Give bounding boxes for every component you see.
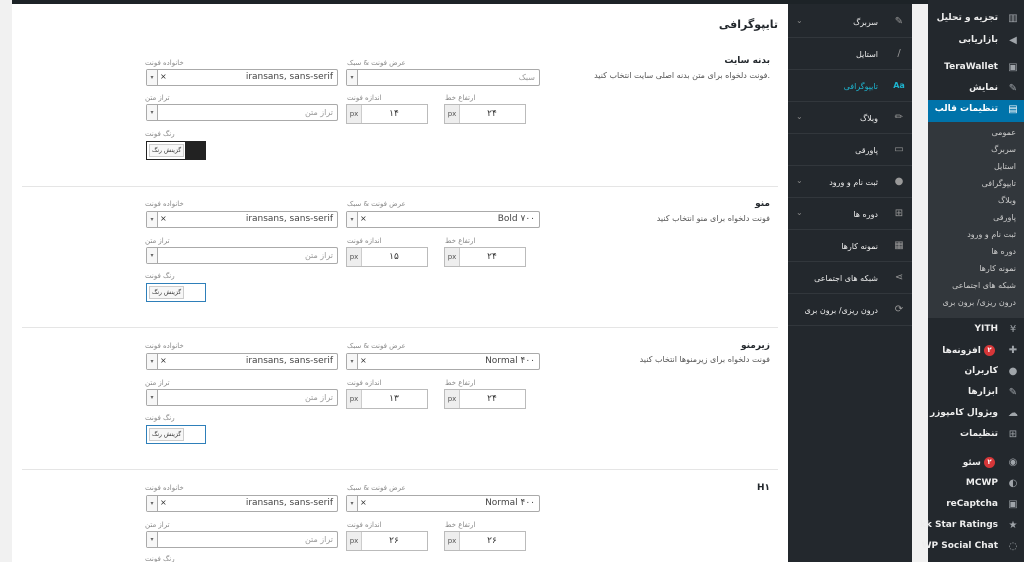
unit-label: px bbox=[445, 105, 460, 123]
seo-icon: ◉ bbox=[1008, 457, 1018, 468]
font-weight-label: عرض فونت & سبک bbox=[347, 484, 406, 492]
unit-label: px bbox=[347, 532, 362, 550]
wp-menu-visual-composer[interactable] bbox=[928, 404, 1024, 425]
wp-menu-label: TeraWallet bbox=[944, 62, 998, 72]
chevron-down-icon[interactable]: ▾ bbox=[147, 496, 158, 511]
menu-item-social[interactable] bbox=[788, 262, 912, 294]
clear-icon[interactable]: × bbox=[160, 214, 167, 223]
text-align-label: تراز متن bbox=[145, 237, 170, 245]
typography-settings-panel bbox=[12, 0, 788, 562]
chevron-down-icon: ⌄ bbox=[796, 208, 803, 217]
wp-menu-label: YITH bbox=[974, 324, 998, 334]
chevron-down-icon[interactable]: ▾ bbox=[147, 532, 158, 547]
text-align-select[interactable] bbox=[146, 247, 338, 264]
section-description: فونت دلخواه برای متن بدنه اصلی سایت انتخاب کنید. bbox=[594, 71, 770, 80]
line-height-input[interactable] bbox=[444, 531, 526, 551]
unit-label: px bbox=[445, 248, 460, 266]
wp-menu-recaptcha[interactable] bbox=[928, 495, 1024, 516]
font-size-label: اندازه فونت bbox=[347, 237, 382, 245]
menu-item-footer[interactable] bbox=[788, 134, 912, 166]
text-align-placeholder: تراز متن bbox=[304, 108, 333, 117]
background-strip bbox=[0, 0, 12, 562]
font-size-input[interactable] bbox=[346, 247, 428, 267]
cloud-icon: ☁ bbox=[1008, 408, 1018, 419]
chevron-down-icon[interactable]: ▾ bbox=[347, 354, 358, 369]
text-align-label: تراز متن bbox=[145, 94, 170, 102]
wp-submenu-item[interactable]: درون ریزی/ برون بری bbox=[942, 298, 1016, 307]
monitor-icon: ▭ bbox=[894, 144, 904, 155]
megaphone-icon: ◀ bbox=[1009, 35, 1017, 46]
chevron-down-icon: ⌄ bbox=[796, 176, 803, 185]
wp-menu-label: بازاریابی bbox=[958, 35, 998, 45]
unit-label: px bbox=[445, 390, 460, 408]
section-title: بدنه سایت bbox=[724, 56, 770, 66]
font-family-value: iransans, sans-serif bbox=[245, 72, 333, 82]
font-size-input[interactable] bbox=[346, 531, 428, 551]
pick-color-label: گزینش رنگ bbox=[149, 428, 184, 441]
wp-menu-label-text: افزونه‌ها bbox=[942, 346, 981, 356]
chat-icon: ◌ bbox=[1008, 541, 1018, 552]
section-menu-font bbox=[22, 187, 778, 328]
menu-item-label: دوره ها bbox=[853, 210, 878, 219]
font-weight-placeholder: سبک bbox=[518, 73, 535, 82]
wp-menu-label: تجزیه و تحلیل bbox=[936, 13, 998, 23]
wp-menu-settings[interactable] bbox=[928, 425, 1024, 446]
clear-icon[interactable]: × bbox=[160, 356, 167, 365]
wp-menu-appearance[interactable] bbox=[928, 79, 1024, 100]
menu-item-label: استایل bbox=[855, 50, 878, 59]
menu-item-portfolio[interactable] bbox=[788, 230, 912, 262]
wp-submenu-item[interactable]: سربرگ bbox=[991, 145, 1016, 154]
font-color-label: رنگ فونت bbox=[145, 555, 175, 562]
wp-submenu-item[interactable]: ثبت نام و ورود bbox=[967, 230, 1016, 239]
line-height-label: ارتفاع خط bbox=[445, 379, 476, 387]
wp-menu-tools[interactable] bbox=[928, 383, 1024, 404]
pick-color-label: گزینش رنگ bbox=[149, 144, 184, 157]
pen-icon: / bbox=[897, 48, 901, 59]
chevron-down-icon[interactable]: ▾ bbox=[147, 212, 158, 227]
color-picker-button[interactable] bbox=[146, 283, 206, 302]
grid-icon: ▦ bbox=[894, 240, 904, 251]
wp-menu-label: reCaptcha bbox=[946, 499, 998, 509]
font-size-value[interactable]: ۱۴ bbox=[389, 109, 399, 119]
chevron-down-icon[interactable]: ▾ bbox=[147, 390, 158, 405]
font-family-label: خانواده فونت bbox=[145, 484, 184, 492]
unit-label: px bbox=[445, 532, 460, 550]
font-color-label: رنگ فونت bbox=[145, 272, 175, 280]
chevron-down-icon[interactable]: ▾ bbox=[347, 496, 358, 511]
font-family-select[interactable] bbox=[146, 211, 338, 228]
chevron-down-icon[interactable]: ▾ bbox=[347, 70, 358, 85]
shield-icon: ▣ bbox=[1008, 499, 1018, 510]
font-size-label: اندازه فونت bbox=[347, 379, 382, 387]
wp-submenu-item[interactable]: شبکه های اجتماعی bbox=[952, 281, 1016, 290]
clear-icon[interactable]: × bbox=[360, 498, 367, 507]
menu-item-courses[interactable] bbox=[788, 198, 912, 230]
line-height-label: ارتفاع خط bbox=[445, 237, 476, 245]
wp-menu-label: نمایش bbox=[969, 83, 998, 93]
refresh-icon: ⟳ bbox=[894, 304, 904, 315]
color-picker-button[interactable] bbox=[146, 141, 206, 160]
layout-icon: ▤ bbox=[1008, 104, 1018, 115]
menu-item-label: شبکه های اجتماعی bbox=[814, 274, 878, 283]
menu-item-label: ثبت نام و ورود bbox=[829, 178, 878, 187]
color-picker-button[interactable] bbox=[146, 425, 206, 444]
wp-submenu-item[interactable]: تایپوگرافی bbox=[981, 179, 1016, 188]
font-weight-label: عرض فونت & سبک bbox=[347, 200, 406, 208]
unit-label: px bbox=[347, 390, 362, 408]
wp-menu-seo[interactable] bbox=[928, 453, 1024, 474]
menu-item-label: درون ریزی/ برون بری bbox=[804, 306, 878, 315]
chevron-down-icon: ⌄ bbox=[796, 16, 803, 25]
line-height-value[interactable]: ۲۴ bbox=[487, 109, 497, 119]
yith-icon: ¥ bbox=[1009, 324, 1017, 335]
font-weight-value: Normal ۴۰۰ bbox=[485, 356, 535, 366]
line-height-input[interactable] bbox=[444, 104, 526, 124]
wp-menu-label: MCWP bbox=[965, 478, 998, 488]
menu-item-typography[interactable] bbox=[788, 70, 912, 102]
line-height-value[interactable]: ۲۴ bbox=[487, 394, 497, 404]
font-family-value: iransans, sans-serif bbox=[245, 214, 333, 224]
line-height-input[interactable] bbox=[444, 389, 526, 409]
font-weight-label: عرض فونت & سبک bbox=[347, 59, 406, 67]
share-icon: ⋖ bbox=[894, 272, 904, 283]
line-height-value[interactable]: ۲۶ bbox=[487, 536, 497, 546]
clear-icon[interactable]: × bbox=[360, 356, 367, 365]
chevron-down-icon: ⌄ bbox=[796, 112, 803, 121]
section-description: فونت دلخواه برای منو انتخاب کنید bbox=[656, 214, 770, 223]
wp-menu-label: تنظیمات bbox=[960, 429, 998, 439]
wp-menu-label bbox=[942, 345, 998, 356]
text-align-placeholder: تراز متن bbox=[304, 251, 333, 260]
wp-menu-label-text: سئو bbox=[962, 458, 981, 468]
background-gap bbox=[912, 0, 928, 562]
wp-menu-mcwp[interactable] bbox=[928, 474, 1024, 495]
font-weight-select[interactable] bbox=[346, 495, 540, 512]
font-weight-select[interactable] bbox=[346, 69, 540, 86]
text-align-placeholder: تراز متن bbox=[304, 393, 333, 402]
font-weight-value: Bold ۷۰۰ bbox=[497, 214, 535, 224]
line-height-input[interactable] bbox=[444, 247, 526, 267]
wp-menu-label: تنظیمات قالب bbox=[934, 104, 998, 114]
font-color-label: رنگ فونت bbox=[145, 130, 175, 138]
chevron-down-icon[interactable]: ▾ bbox=[147, 354, 158, 369]
wp-menu-label: کاربران bbox=[964, 366, 998, 376]
font-size-label: اندازه فونت bbox=[347, 521, 382, 529]
clear-icon[interactable]: × bbox=[160, 72, 167, 81]
chevron-down-icon[interactable]: ▾ bbox=[147, 248, 158, 263]
section-body-font bbox=[22, 46, 778, 187]
wp-submenu-item[interactable]: استایل bbox=[993, 162, 1016, 171]
menu-item-import-export[interactable] bbox=[788, 294, 912, 326]
wp-menu-label: WP Social Chat bbox=[921, 541, 998, 551]
wp-submenu-item[interactable]: نمونه کارها bbox=[979, 264, 1016, 273]
users-icon: ● bbox=[1008, 366, 1018, 377]
line-height-value[interactable]: ۲۴ bbox=[487, 252, 497, 262]
theme-options-menu bbox=[788, 0, 912, 562]
font-weight-value: Normal ۴۰۰ bbox=[485, 498, 535, 508]
font-family-label: خانواده فونت bbox=[145, 200, 184, 208]
wp-menu-users[interactable] bbox=[928, 362, 1024, 383]
wallet-icon: ▣ bbox=[1008, 62, 1018, 73]
section-description: فونت دلخواه برای زیرمنوها انتخاب کنید bbox=[639, 355, 770, 364]
wp-submenu-item[interactable]: عمومی bbox=[991, 128, 1016, 137]
typography-icon: Aa bbox=[893, 81, 905, 90]
page-title: تایپوگرافی bbox=[718, 18, 778, 31]
wp-menu-wp-social-chat[interactable] bbox=[921, 537, 1024, 558]
font-color-label: رنگ فونت bbox=[145, 414, 175, 422]
section-submenu-font bbox=[22, 329, 778, 470]
user-icon: ● bbox=[894, 176, 904, 187]
wp-menu-label: kk Star Ratings bbox=[919, 520, 998, 530]
chevron-down-icon[interactable]: ▾ bbox=[147, 105, 158, 120]
section-title: منو bbox=[755, 199, 770, 209]
line-height-label: ارتفاع خط bbox=[445, 521, 476, 529]
pick-color-label: گزینش رنگ bbox=[149, 286, 184, 299]
chevron-down-icon[interactable]: ▾ bbox=[147, 70, 158, 85]
menu-item-register-login[interactable] bbox=[788, 166, 912, 198]
menu-item-blog[interactable] bbox=[788, 102, 912, 134]
edit-icon: ✏ bbox=[894, 112, 904, 123]
update-count-badge: ۲ bbox=[984, 457, 995, 468]
wp-menu-label: ویژوال کامپوزر bbox=[929, 408, 998, 418]
font-size-value[interactable]: ۱۵ bbox=[389, 252, 399, 262]
font-family-value: iransans, sans-serif bbox=[245, 356, 333, 366]
text-align-placeholder: تراز متن bbox=[304, 535, 333, 544]
mcwp-icon: ◐ bbox=[1008, 478, 1018, 489]
wp-menu-yith[interactable] bbox=[928, 320, 1024, 341]
font-weight-select[interactable] bbox=[346, 353, 540, 370]
tools-icon: ✎ bbox=[1008, 387, 1018, 398]
font-size-value[interactable]: ۱۳ bbox=[389, 394, 399, 404]
color-swatch bbox=[185, 142, 205, 159]
text-align-label: تراز متن bbox=[145, 379, 170, 387]
wp-submenu-item[interactable]: دوره ها bbox=[991, 247, 1016, 256]
wp-menu-theme-options[interactable] bbox=[928, 100, 1024, 122]
font-family-select[interactable] bbox=[146, 353, 338, 370]
wp-submenu-item[interactable]: وبلاگ bbox=[997, 196, 1016, 205]
wp-menu-kk-star-ratings[interactable] bbox=[919, 516, 1024, 537]
clear-icon[interactable]: × bbox=[360, 214, 367, 223]
font-family-value: iransans, sans-serif bbox=[245, 498, 333, 508]
clear-icon[interactable]: × bbox=[160, 498, 167, 507]
unit-label: px bbox=[347, 248, 362, 266]
wp-menu-analytics[interactable] bbox=[928, 9, 1024, 30]
text-align-select[interactable] bbox=[146, 531, 338, 548]
menu-item-label: نمونه کارها bbox=[841, 242, 878, 251]
menu-item-label: تایپوگرافی bbox=[843, 82, 878, 91]
font-family-select[interactable] bbox=[146, 495, 338, 512]
font-size-input[interactable] bbox=[346, 104, 428, 124]
font-family-select[interactable] bbox=[146, 69, 338, 86]
update-count-badge: ۲ bbox=[984, 345, 995, 356]
font-family-label: خانواده فونت bbox=[145, 59, 184, 67]
font-size-input[interactable] bbox=[346, 389, 428, 409]
wp-menu-label bbox=[963, 457, 998, 468]
font-size-value[interactable]: ۲۶ bbox=[389, 536, 399, 546]
font-size-label: اندازه فونت bbox=[347, 94, 382, 102]
plugin-icon: ✚ bbox=[1008, 345, 1018, 356]
menu-item-style[interactable] bbox=[788, 38, 912, 70]
section-title: زیرمنو bbox=[740, 341, 770, 351]
cart-icon: ⊞ bbox=[894, 208, 904, 219]
unit-label: px bbox=[347, 105, 362, 123]
wp-menu-terawallet[interactable] bbox=[928, 58, 1024, 79]
menu-item-label: سربرگ bbox=[853, 18, 878, 27]
line-height-label: ارتفاع خط bbox=[445, 94, 476, 102]
star-icon: ★ bbox=[1008, 520, 1018, 531]
settings-icon: ⊞ bbox=[1008, 429, 1018, 440]
wp-admin-sidebar bbox=[919, 0, 1024, 562]
font-weight-select[interactable] bbox=[346, 211, 540, 228]
wp-menu-marketing[interactable] bbox=[928, 31, 1024, 52]
wrench-icon: ✎ bbox=[894, 16, 904, 27]
menu-item-label: وبلاگ bbox=[859, 114, 878, 123]
chevron-down-icon[interactable]: ▾ bbox=[347, 212, 358, 227]
text-align-select[interactable] bbox=[146, 389, 338, 406]
font-weight-label: عرض فونت & سبک bbox=[347, 342, 406, 350]
wp-menu-plugins[interactable] bbox=[928, 341, 1024, 362]
wp-theme-submenu bbox=[928, 122, 1024, 318]
section-title: H۱ bbox=[756, 483, 770, 493]
wp-menu-label: ابزارها bbox=[968, 387, 998, 397]
section-h1-font bbox=[22, 471, 778, 562]
bar-chart-icon: ▥ bbox=[1008, 13, 1018, 24]
font-family-label: خانواده فونت bbox=[145, 342, 184, 350]
menu-item-label: پاورقی bbox=[855, 146, 878, 155]
menu-item-header[interactable] bbox=[788, 6, 912, 38]
text-align-label: تراز متن bbox=[145, 521, 170, 529]
brush-icon: ✎ bbox=[1008, 83, 1018, 94]
text-align-select[interactable] bbox=[146, 104, 338, 121]
wp-submenu-item[interactable]: پاورقی bbox=[993, 213, 1016, 222]
